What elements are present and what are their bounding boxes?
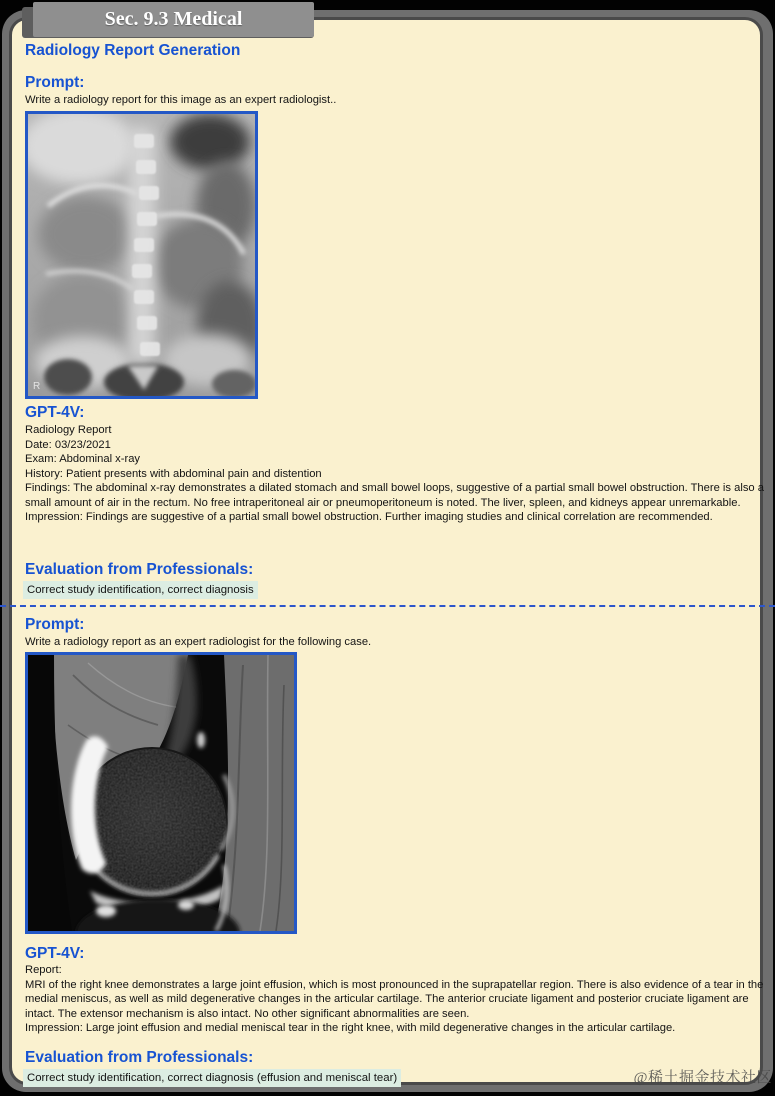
section-tab-label: Sec. 9.3 Medical [104,8,243,30]
prompt-text-1: Write a radiology report for this image as an expert radiologist.. [25,94,337,106]
report-line: Findings: The abdominal x-ray demonstrates a dilated stomach and small bowel loops, suggestive of a partial small bowel obstruction. There is also a small amount of air in the rectum. No free intraperitoneal air or pneumoperitoneum is noted. The liver, spleen, and kidneys appear unremarkable. [25,482,764,509]
report-line: History: Patient presents with abdominal pain and distention [25,467,322,480]
xray-side-marker: R [33,381,41,392]
report-line: Radiology Report [25,424,112,436]
watermark: @稀土掘金技术社区 [633,1070,772,1086]
prompt-text-2: Write a radiology report as an expert radiologist for the following case. [25,636,372,648]
section-tab [33,2,314,37]
evaluation-text-1: Correct study identification, correct diagnosis [23,581,258,599]
gpt4v-heading-1: GPT-4V: [25,404,85,421]
prompt-heading-1: Prompt: [25,74,85,91]
abdominal-xray-illustration [28,114,255,396]
evaluation-heading-2: Evaluation from Professionals: [25,1049,254,1066]
page-title: Radiology Report Generation [25,42,241,59]
report-line: Report: [25,964,62,976]
report-line: Exam: Abdominal x-ray [25,453,141,465]
report-line: Impression: Large joint effusion and medial meniscal tear in the right knee, with mild degenerative changes in the articular cartilage. [25,1022,676,1034]
knee-mri-image [25,652,297,934]
gpt4v-report-1 [25,423,775,525]
report-line: Impression: Findings are suggestive of a partial small bowel obstruction. Further imaging studies and clinical correlation are recommended. [25,511,713,523]
report-line: MRI of the right knee demonstrates a large joint effusion, which is most pronounced in the suprapatellar region. There is also evidence of a tear in the medial meniscus, as well as mild degenerative changes in the articular cartilage. The anterior cruciate ligament and posterior cruciate ligament are intact. The extensor mechanism is also intact. No other significant abnormalities are seen. [25,978,764,1020]
prompt-heading-2: Prompt: [25,616,85,633]
abdominal-xray-image [25,111,258,399]
gpt4v-heading-2: GPT-4V: [25,945,85,962]
evaluation-heading-1: Evaluation from Professionals: [25,561,254,578]
report-line: Date: 03/23/2021 [25,438,111,451]
dashed-divider [0,605,775,607]
knee-mri-illustration [28,655,294,931]
gpt4v-report-2 [25,963,775,1036]
evaluation-text-2: Correct study identification, correct diagnosis (effusion and meniscal tear) [23,1069,401,1087]
